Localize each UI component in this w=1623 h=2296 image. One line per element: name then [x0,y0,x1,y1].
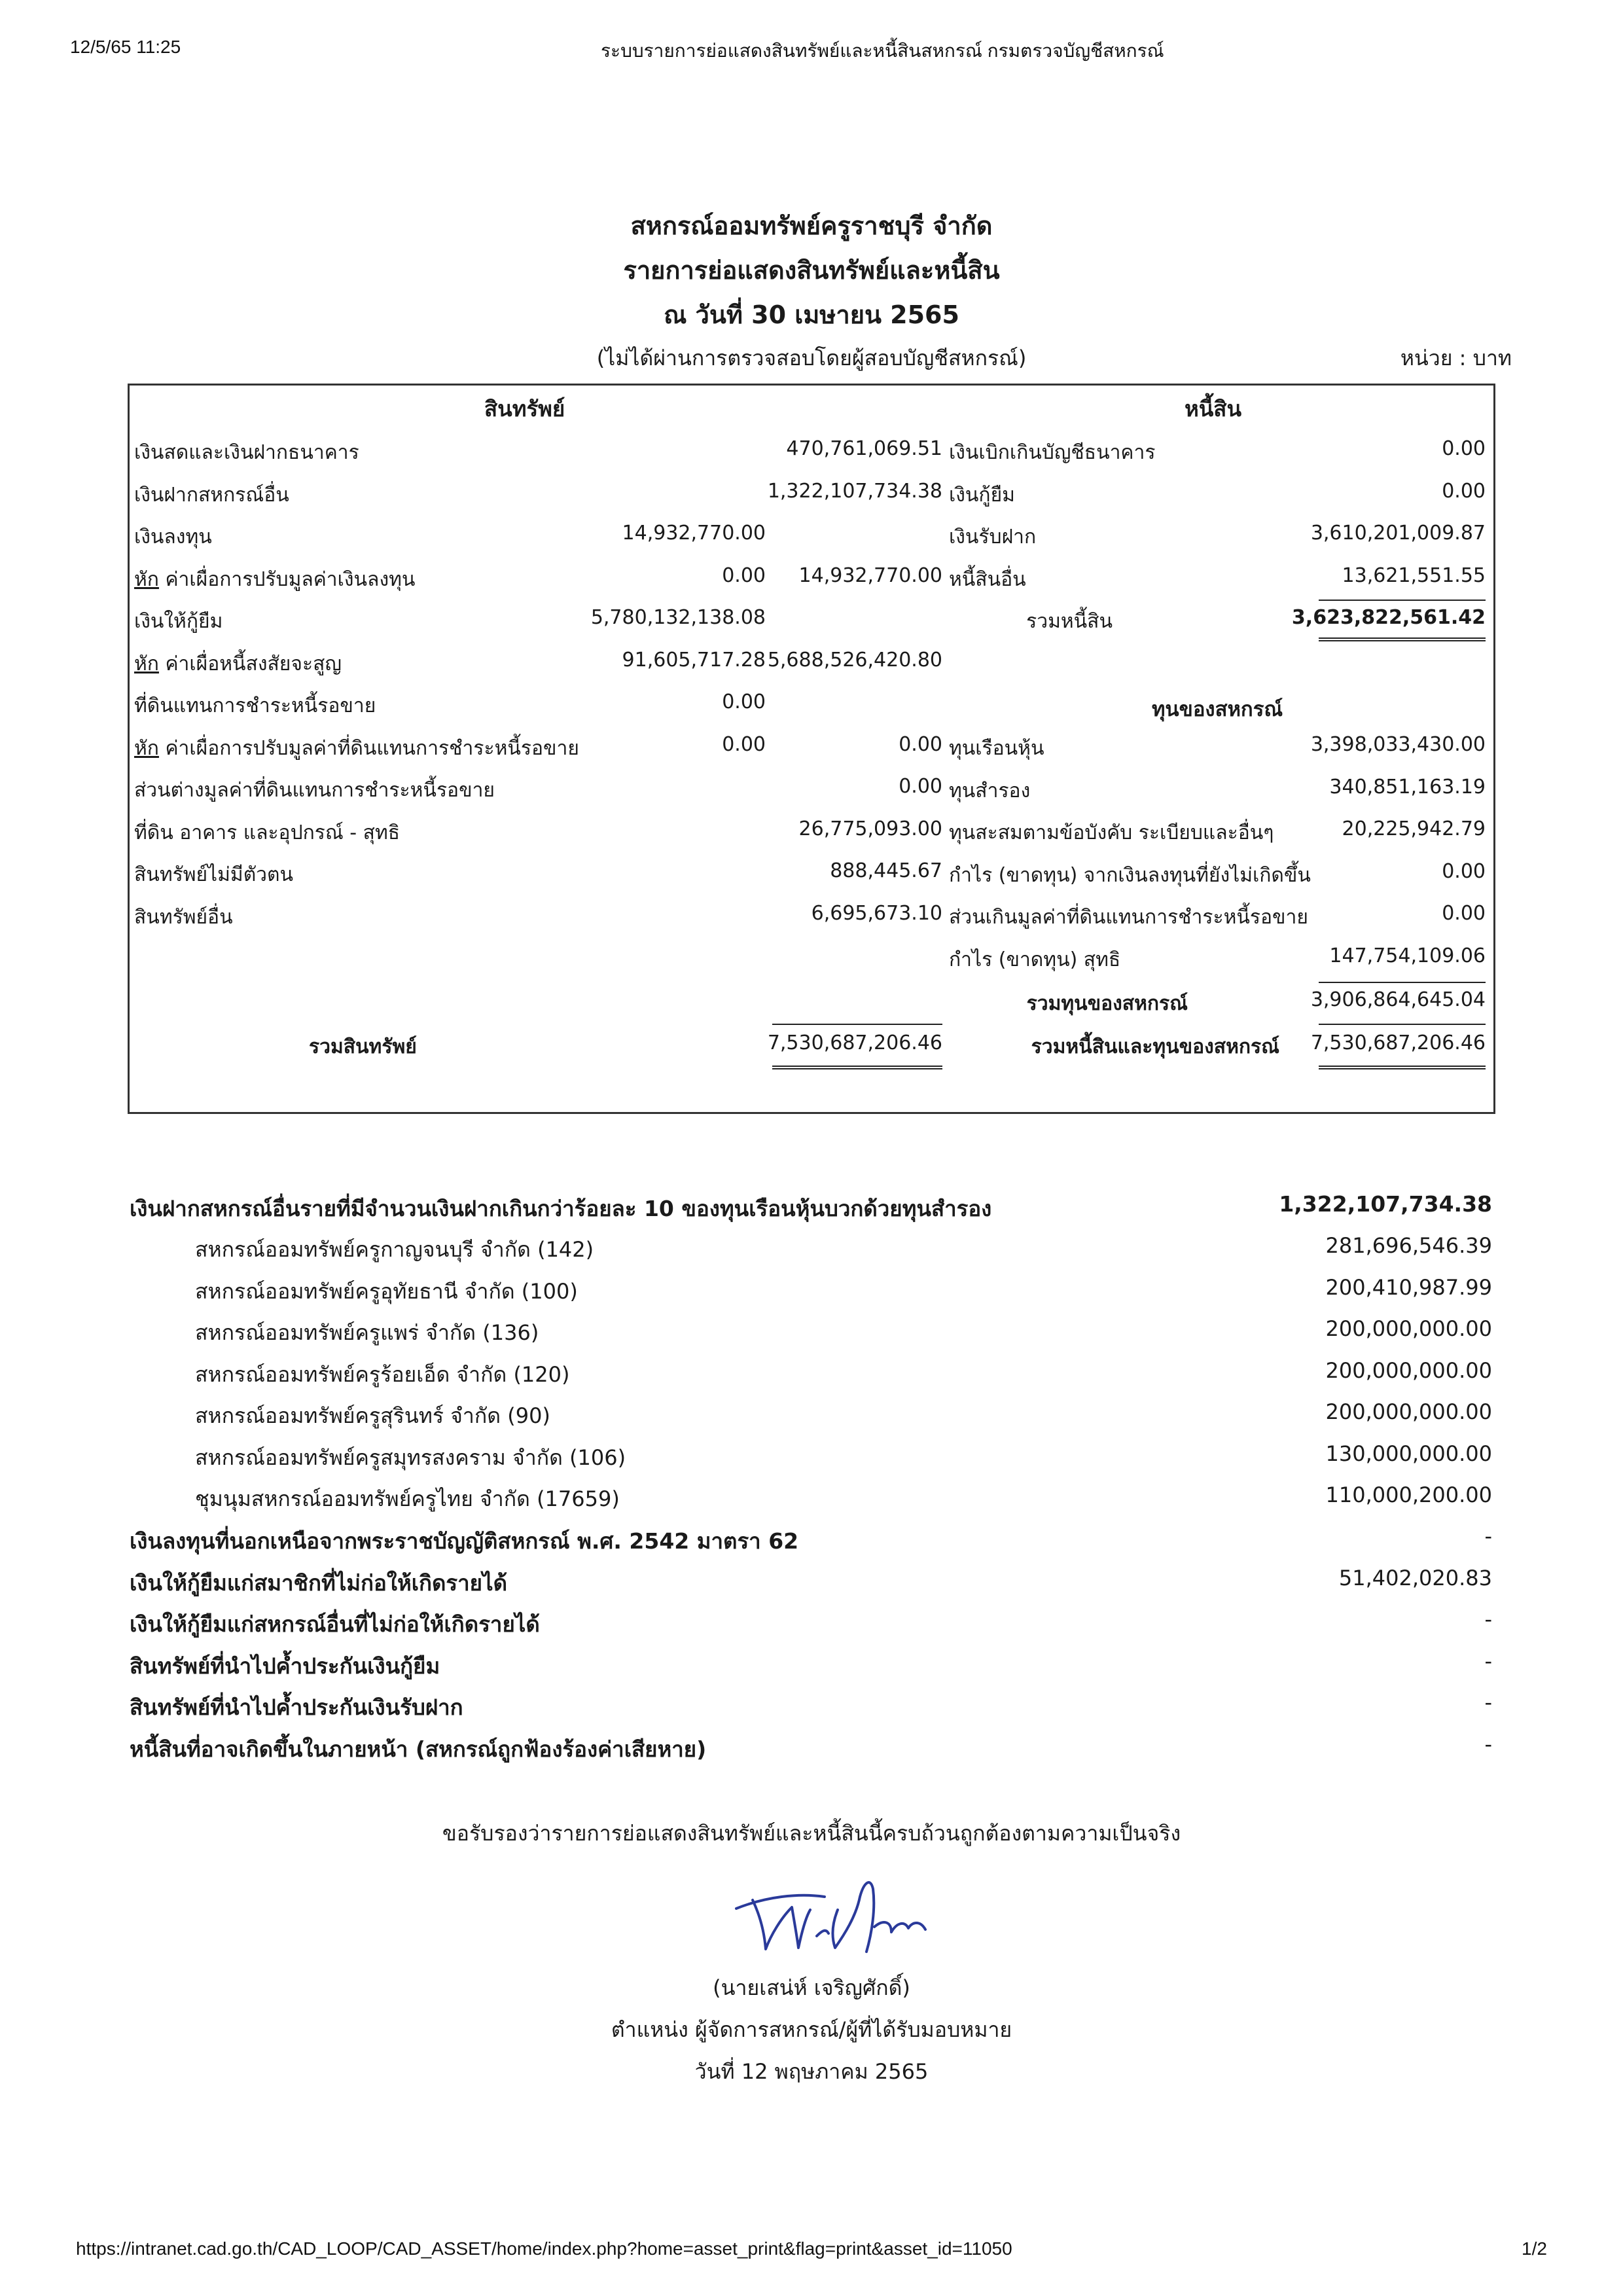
asset-net-value: 5,688,526,420.80 [767,648,942,672]
asset-label-text: ที่ดินแทนการชำระหนี้รอขาย [134,694,376,717]
equity-header: ทุนของสหกรณ์ [1152,698,1283,721]
report-date: ณ วันที่ 30 เมษายน 2565 [664,300,959,329]
report-title: รายการย่อแสดงสินทรัพย์และหนี้สิน [623,256,1000,285]
disclosure-value: - [1484,1731,1492,1757]
deposit-amount: 110,000,200.00 [1325,1482,1492,1507]
asset-row-label [134,775,495,806]
certification-statement: ขอรับรองว่ารายการย่อแสดงสินทรัพย์และหนี้สินนี้ครบถ้วนถูกต้องตามความเป็นจริง [442,1821,1181,1846]
asset-label-text: ค่าเผื่อการปรับมูลค่าเงินลงทุน [158,567,416,591]
equity-label: กำไร (ขาดทุน) จากเงินลงทุนที่ยังไม่เกิดขึ้น [949,863,1311,887]
equity-label: ทุนสะสมตามข้อบังคับ ระเบียบและอื่นๆ [949,821,1274,844]
deposit-amount: 200,000,000.00 [1325,1399,1492,1424]
disclosure-value: - [1484,1648,1492,1674]
disclosure-label: เงินให้กู้ยืมแก่สมาชิกที่ไม่ก่อให้เกิดรายได้ [130,1570,508,1596]
unit-label: หน่วย : บาท [1400,346,1512,370]
asset-label-text: ค่าเผื่อหนี้สงสัยจะสูญ [158,652,342,675]
disclosure-value: - [1484,1524,1492,1549]
asset-net-value: 0.00 [899,732,942,756]
deposit-total: 1,322,107,734.38 [1279,1191,1492,1217]
deposit-amount: 200,000,000.00 [1325,1357,1492,1383]
asset-sub-value: 0.00 [722,564,766,587]
deposit-coop-name: สหกรณ์ออมทรัพย์ครูอุทัยธานี จำกัด (100) [195,1278,578,1304]
total-equity-value: 3,906,864,645.04 [1310,988,1486,1011]
print-datetime: 12/5/65 11:25 [70,37,181,57]
asset-row-label [134,437,359,468]
asset-label-text: ส่วนต่างมูลค่าที่ดินแทนการชำระหนี้รอขาย [134,779,495,802]
deposit-amount: 130,000,000.00 [1325,1441,1492,1466]
total-liabilities-label: รวมหนี้สิน [1026,610,1113,633]
asset-net-value: 14,932,770.00 [798,564,942,587]
liability-label: หนี้สินอื่น [949,567,1026,591]
asset-label-text: เงินสดและเงินฝากธนาคาร [134,441,359,464]
deposit-coop-name: สหกรณ์ออมทรัพย์ครูกาญจนบุรี จำกัด (142) [195,1237,594,1262]
disclosure-label: หนี้สินที่อาจเกิดขึ้นในภายหน้า (สหกรณ์ถูกฟ้องร้องค่าเสียหาย) [130,1736,707,1762]
deposit-amount: 200,410,987.99 [1325,1274,1492,1300]
equity-value: 340,851,163.19 [1329,775,1486,798]
less-prefix: หัก [134,652,159,675]
asset-net-value: 470,761,069.51 [786,437,942,460]
asset-net-value: 0.00 [899,775,942,798]
asset-net-value: 26,775,093.00 [798,817,942,840]
total-equity-label: รวมทุนของสหกรณ์ [1026,992,1188,1015]
asset-label-text: เงินให้กู้ยืม [134,610,223,633]
asset-row-label [134,480,289,511]
disclosure-label: สินทรัพย์ที่นำไปค้ำประกันเงินรับฝาก [130,1695,463,1720]
equity-label: กำไร (ขาดทุน) สุทธิ [949,948,1121,971]
liability-label: เงินกู้ยืม [949,483,1015,507]
asset-row-label [134,564,415,595]
equity-value: 3,398,033,430.00 [1310,733,1486,756]
deposit-heading: เงินฝากสหกรณ์อื่นรายที่มีจำนวนเงินฝากเกินกว่าร้อยละ 10 ของทุนเรือนหุ้นบวกด้วยทุนสำรอง [130,1196,992,1221]
total-assets-value: 7,530,687,206.46 [767,1031,942,1054]
asset-row-label [134,691,376,721]
asset-row-label [134,733,579,764]
asset-label-text: ค่าเผื่อการปรับมูลค่าที่ดินแทนการชำระหนี้รอขาย [158,736,579,760]
equity-label: ส่วนเกินมูลค่าที่ดินแทนการชำระหนี้รอขาย [949,906,1308,929]
total-equity-rule [1319,982,1486,983]
disclosure-label: สินทรัพย์ที่นำไปค้ำประกันเงินกู้ยืม [130,1653,440,1679]
equity-value: 0.00 [1442,859,1486,883]
disclosure-value: - [1484,1607,1492,1632]
asset-net-value: 1,322,107,734.38 [767,479,942,503]
liabilities-header: หนี้สิน [1185,396,1242,422]
coop-name: สหกรณ์ออมทรัพย์ครูราชบุรี จำกัด [630,211,993,240]
deposit-coop-name: สหกรณ์ออมทรัพย์ครูสมุทรสงคราม จำกัด (106) [195,1444,626,1470]
liability-value: 0.00 [1442,479,1486,503]
liability-label: เงินรับฝาก [949,526,1037,548]
page-number: 1/2 [1522,2238,1547,2259]
asset-label-text: ที่ดิน อาคาร และอุปกรณ์ - สุทธิ [134,821,401,844]
deposit-coop-name: สหกรณ์ออมทรัพย์ครูร้อยเอ็ด จำกัด (120) [195,1361,570,1387]
deposit-coop-name: ชุมนุมสหกรณ์ออมทรัพย์ครูไทย จำกัด (17659) [195,1486,620,1511]
equity-label: ทุนสำรอง [949,779,1031,802]
deposit-amount: 281,696,546.39 [1325,1233,1492,1258]
signer-name: (นายเสน่ห์ เจริญศักดิ์) [713,1975,910,2000]
asset-net-value: 888,445.67 [830,859,942,882]
disclosure-value: 51,402,020.83 [1338,1565,1492,1590]
signer-position: ตำแหน่ง ผู้จัดการสหกรณ์/ผู้ที่ได้รับมอบหมาย [611,2017,1012,2042]
deposit-coop-name: สหกรณ์ออมทรัพย์ครูแพร่ จำกัด (136) [195,1320,539,1345]
asset-sub-value: 0.00 [722,691,766,713]
asset-sub-value: 91,605,717.28 [622,648,766,672]
total-liabilities-double-rule [1319,637,1486,641]
liability-value: 3,610,201,009.87 [1310,522,1486,545]
assets-header: สินทรัพย์ [484,396,565,422]
disclosure-value: - [1484,1690,1492,1715]
asset-row-label [134,817,400,848]
equity-value: 0.00 [1442,902,1486,925]
signature-date: วันที่ 12 พฤษภาคม 2565 [694,2059,929,2084]
total-liab-equity-rule [1319,1024,1486,1025]
asset-label-text: สินทรัพย์ไม่มีตัวตน [134,863,294,886]
total-liab-equity-value: 7,530,687,206.46 [1310,1031,1486,1054]
asset-net-value: 6,695,673.10 [811,901,942,925]
asset-sub-value: 5,780,132,138.08 [590,606,766,629]
asset-sub-value: 14,932,770.00 [622,522,766,545]
less-prefix: หัก [134,736,159,760]
asset-sub-value: 0.00 [722,732,766,756]
equity-label: ทุนเรือนหุ้น [949,737,1044,760]
asset-row-label [134,522,212,552]
signature-image [726,1871,942,1969]
total-liab-equity-label: รวมหนี้สินและทุนของสหกรณ์ [1031,1035,1279,1058]
asset-row-label [134,649,342,679]
deposit-coop-name: สหกรณ์ออมทรัพย์ครูสุรินทร์ จำกัด (90) [195,1403,550,1428]
print-url: https://intranet.cad.go.th/CAD_LOOP/CAD_ASSET/home/index.php?home=asset_print&flag=print&asset_id=11050 [76,2238,1012,2259]
total-assets-label: รวมสินทรัพย์ [309,1035,417,1058]
equity-value: 147,754,109.06 [1329,944,1486,967]
equity-value: 20,225,942.79 [1342,817,1486,840]
deposit-amount: 200,000,000.00 [1325,1316,1492,1341]
asset-label-text: เงินลงทุน [134,526,212,548]
total-liab-equity-double-rule [1319,1066,1486,1069]
total-assets-double-rule [772,1066,942,1069]
asset-label-text: เงินฝากสหกรณ์อื่น [134,483,289,507]
asset-label-text: สินทรัพย์อื่น [134,905,233,929]
audit-note: (ไม่ได้ผ่านการตรวจสอบโดยผู้สอบบัญชีสหกรณ์) [596,346,1027,370]
disclosure-label: เงินลงทุนที่นอกเหนือจากพระราชบัญญัติสหกรณ์ พ.ศ. 2542 มาตรา 62 [130,1528,799,1554]
system-title: ระบบรายการย่อแสดงสินทรัพย์และหนี้สินสหกรณ์ กรมตรวจบัญชีสหกรณ์ [601,41,1164,61]
disclosure-label: เงินให้กู้ยืมแก่สหกรณ์อื่นที่ไม่ก่อให้เกิดรายได้ [130,1611,540,1637]
asset-row-label [134,859,293,890]
total-liabilities-value: 3,623,822,561.42 [1291,606,1486,629]
liability-value: 13,621,551.55 [1342,564,1486,587]
total-assets-rule [772,1024,942,1025]
asset-row-label [134,606,223,637]
liability-value: 0.00 [1442,437,1486,460]
less-prefix: หัก [134,567,159,591]
total-liabilities-rule [1319,600,1486,601]
asset-row-label [134,902,233,933]
liability-label: เงินเบิกเกินบัญชีธนาคาร [949,441,1156,464]
